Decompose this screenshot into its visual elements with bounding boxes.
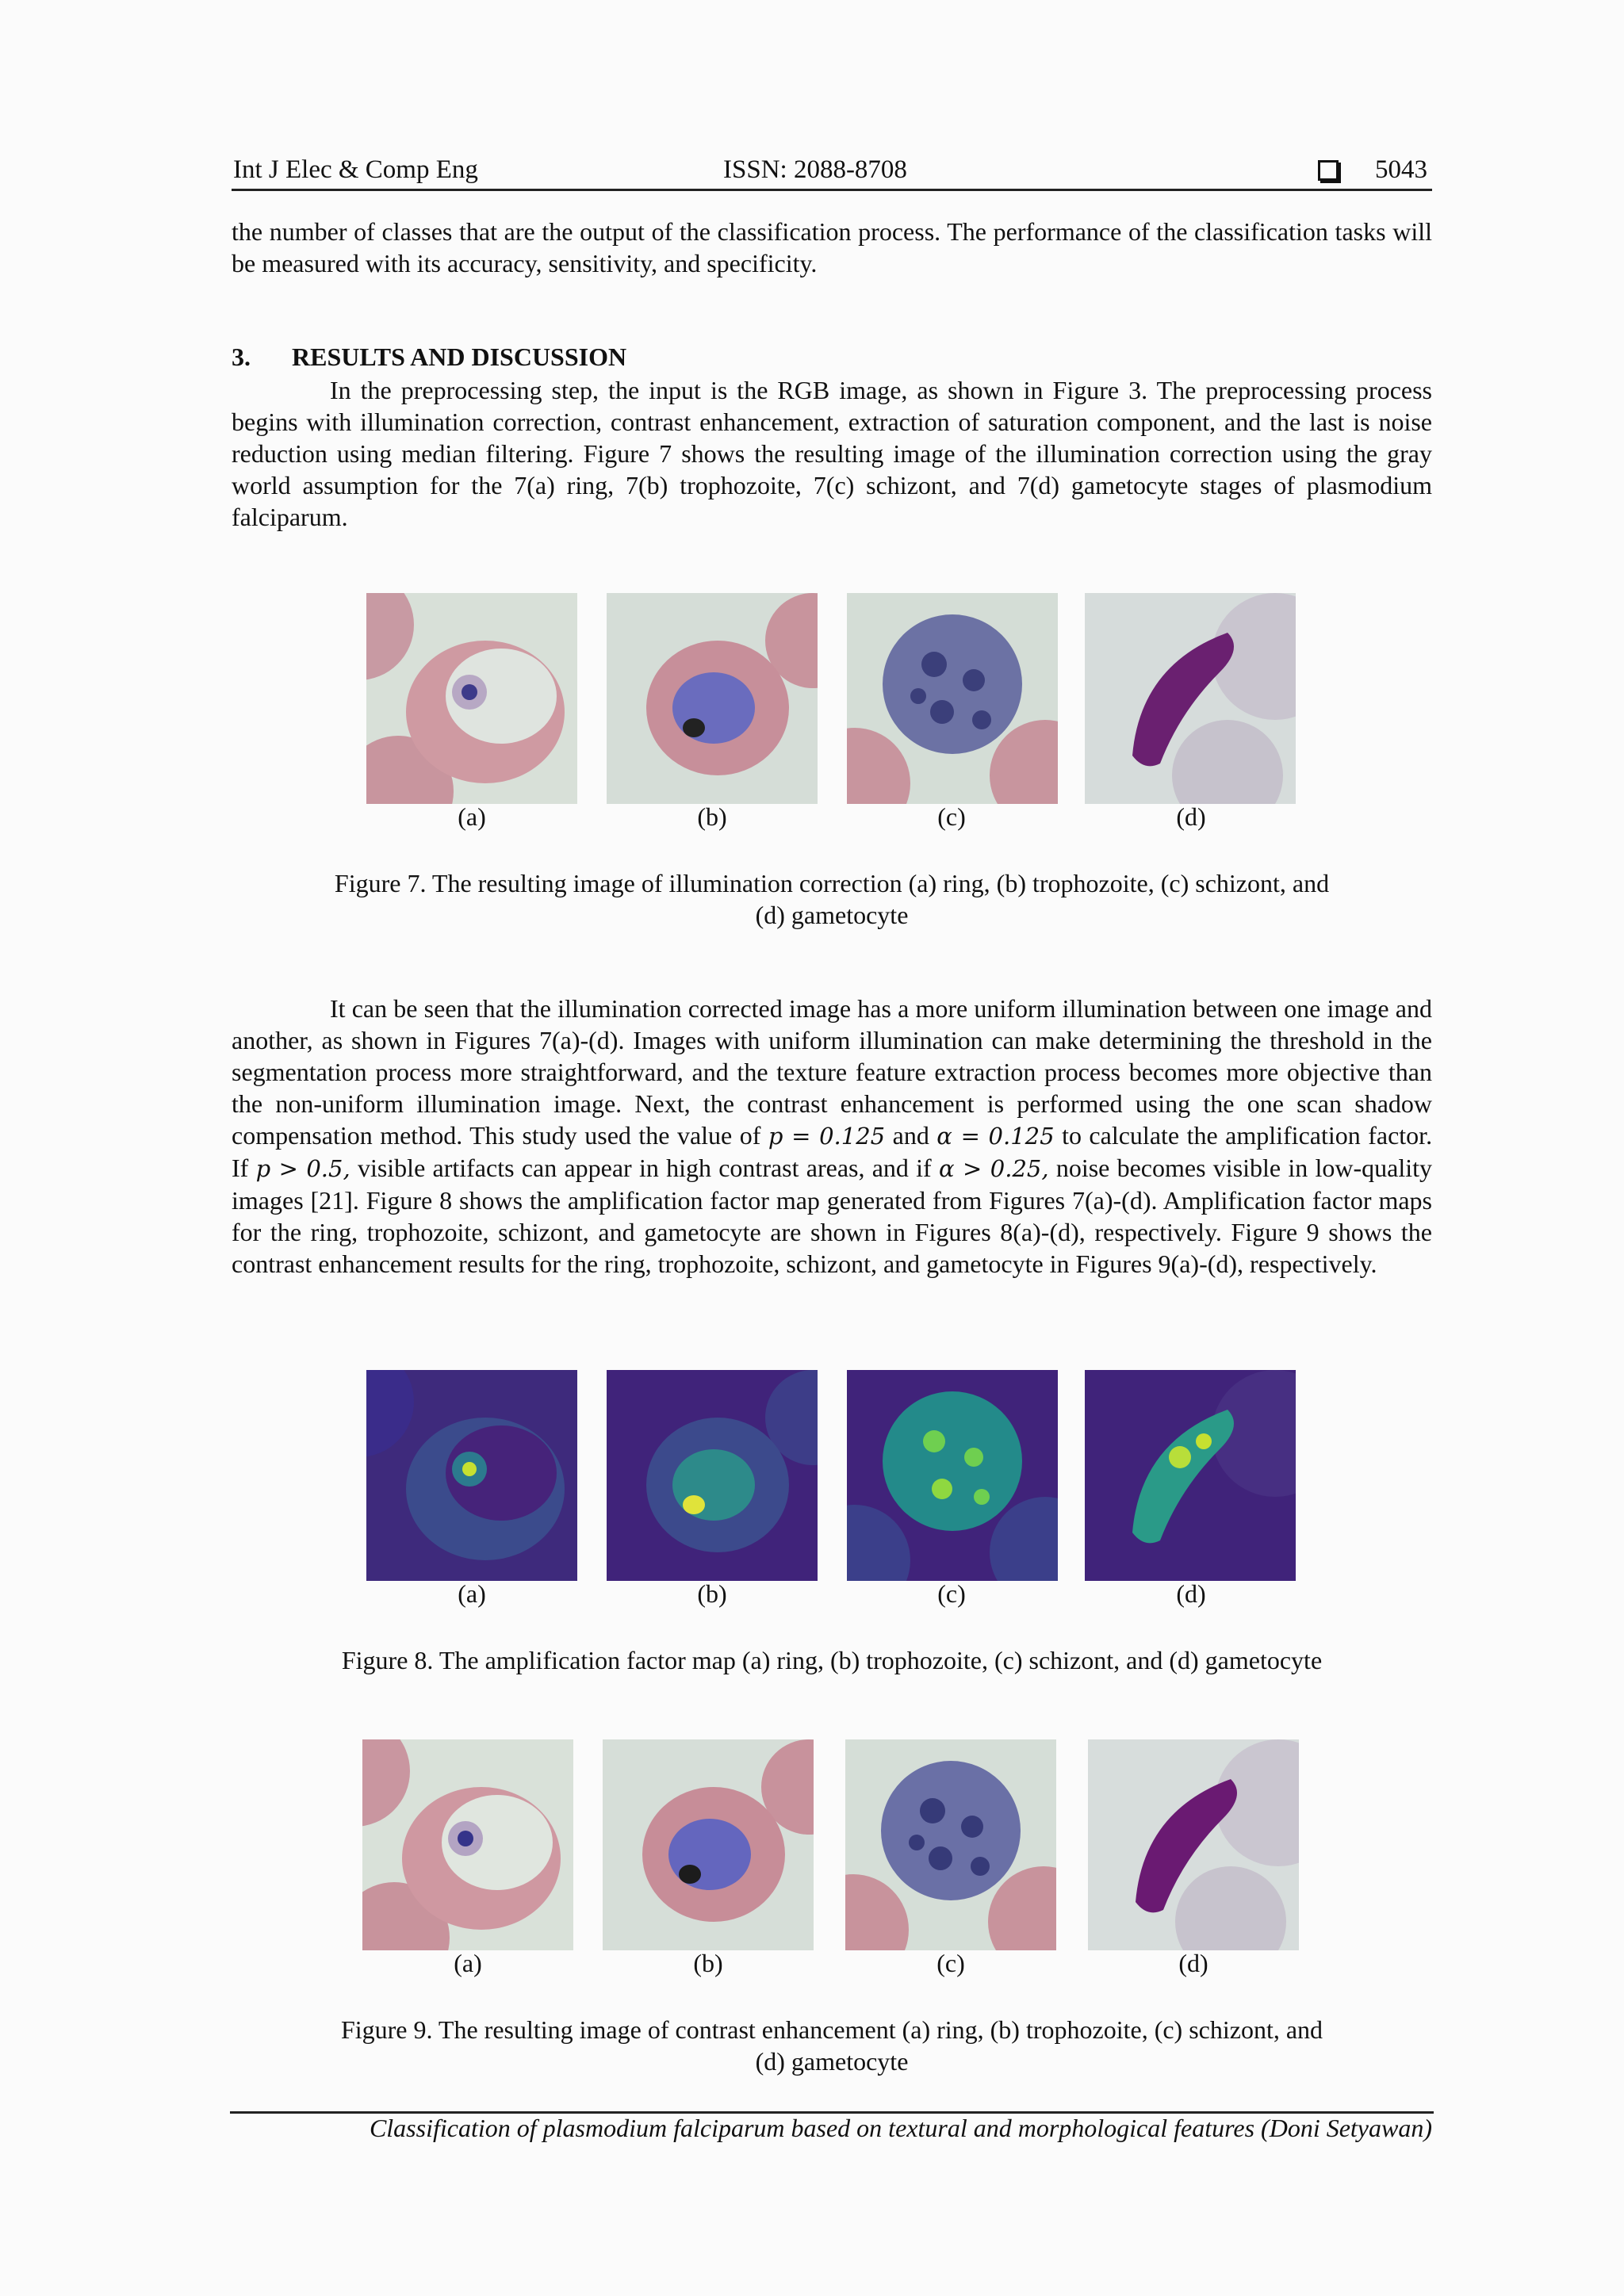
fig9-trophozoite-image [603,1739,814,1950]
fig8-label-c: (c) [937,1579,966,1608]
math-p-threshold: p > 0.5, [255,1155,350,1182]
fig8-trophozoite-map [607,1370,818,1581]
fig7-trophozoite-image [607,593,818,804]
figure-9-caption-line1: Figure 9. The resulting image of contrast enhancement (a) ring, (b) trophozoite, (c) schizont, and [340,2015,1323,2044]
para2-text-4: visible artifacts can appear in high contrast areas, and if [357,1154,932,1182]
page-number: 5043 [1375,155,1427,184]
figure-7-images [0,593,1624,831]
figure-7-caption-line1: Figure 7. The resulting image of illumination correction (a) ring, (b) trophozoite, (c) schizont, and [334,869,1330,897]
para2-text-5: noise becomes visible in low-quality images [21]. Figure 8 shows the amplification factor map generated from Figures 7(a)-(d). Amplification factor maps for the ring, trophozoite, schizont, and gametocyte are shown in Figures 8(a)-(d), respectively. Figure 9 shows the contrast enhancement results for the ring, trophozoite, schizont, and gametocyte in Figures 9(a)-(d), respectively. [232,1154,1433,1278]
figure-7-caption [232,867,1432,931]
fig7-schizont-image [847,593,1058,804]
fig7-label-a: (a) [458,802,486,831]
figure-9-caption-line2: (d) gametocyte [755,2047,909,2076]
fig7-label-c: (c) [937,802,966,831]
running-footer: Classification of plasmodium falciparum based on textural and morphological features (Doni Setyawan) [369,2114,1432,2142]
fig9-gametocyte-image [1088,1739,1299,1950]
fig7-ring-image [366,593,577,804]
journal-name: Int J Elec & Comp Eng [233,155,478,184]
paragraph-illumination-discussion [232,993,1432,1280]
fig8-label-d: (d) [1176,1579,1206,1608]
fig8-schizont-map [847,1370,1058,1581]
running-header [232,155,1432,191]
para2-text-2: and [892,1121,929,1150]
para2-text-3: to calculate the amplification factor. If [232,1121,1433,1182]
fig9-label-d: (d) [1178,1949,1208,1977]
fig8-label-b: (b) [697,1579,727,1608]
figure-9-caption [232,2014,1432,2077]
fig9-label-c: (c) [936,1949,965,1977]
para2-text-1: It can be seen that the illumination corrected image has a more uniform illumination between one image and another, as shown in Figures 7(a)-(d). Images with uniform illumination can make determining the threshold in the segmentation process more straightforward, and the texture feature extraction process becomes more objective than the non-uniform illumination image. Next, the contrast enhancement is performed using the one scan shadow compensation method. This study used the value of [232,994,1432,1150]
section-heading [232,342,626,372]
fig9-label-b: (b) [693,1949,723,1977]
section-number: 3. [232,342,251,371]
figure-7-caption-line2: (d) gametocyte [755,901,909,929]
intro-paragraph: the number of classes that are the output of the classification process. The performance of the classification tasks will be measured with its accuracy, sensitivity, and specificity. [232,217,1432,277]
figure-8-caption: Figure 8. The amplification factor map (a) ring, (b) trophozoite, (c) schizont, and (d) gametocyte [341,1646,1323,1674]
figure-8-images [0,1370,1624,1608]
issn: ISSN: 2088-8708 [723,155,907,184]
paragraph-preprocessing: In the preprocessing step, the input is the RGB image, as shown in Figure 3. The preprocessing process begins with illumination correction, contrast enhancement, extraction of saturation component, and the last is noise reduction using median filtering. Figure 7 shows the resulting image of the illumination correction using the gray world assumption for the 7(a) ring, 7(b) trophozoite, 7(c) schizont, and 7(d) gametocyte stages of plasmodium falciparum. [232,376,1432,531]
fig9-schizont-image [845,1739,1056,1950]
square-bullet-icon [1318,160,1339,181]
figure-9-images [0,1739,1624,1977]
math-alpha-threshold: α > 0.25, [938,1155,1049,1182]
fig8-gametocyte-map [1085,1370,1296,1581]
fig7-label-b: (b) [697,802,727,831]
fig8-ring-map [366,1370,577,1581]
fig9-ring-image [362,1739,573,1950]
math-alpha-value: α = 0.125 [936,1123,1055,1150]
fig9-label-a: (a) [454,1949,482,1977]
section-title: RESULTS AND DISCUSSION [292,342,627,371]
fig7-label-d: (d) [1176,802,1206,831]
math-p-value: p = 0.125 [768,1123,886,1150]
fig8-label-a: (a) [458,1579,486,1608]
fig7-gametocyte-image [1085,593,1296,804]
